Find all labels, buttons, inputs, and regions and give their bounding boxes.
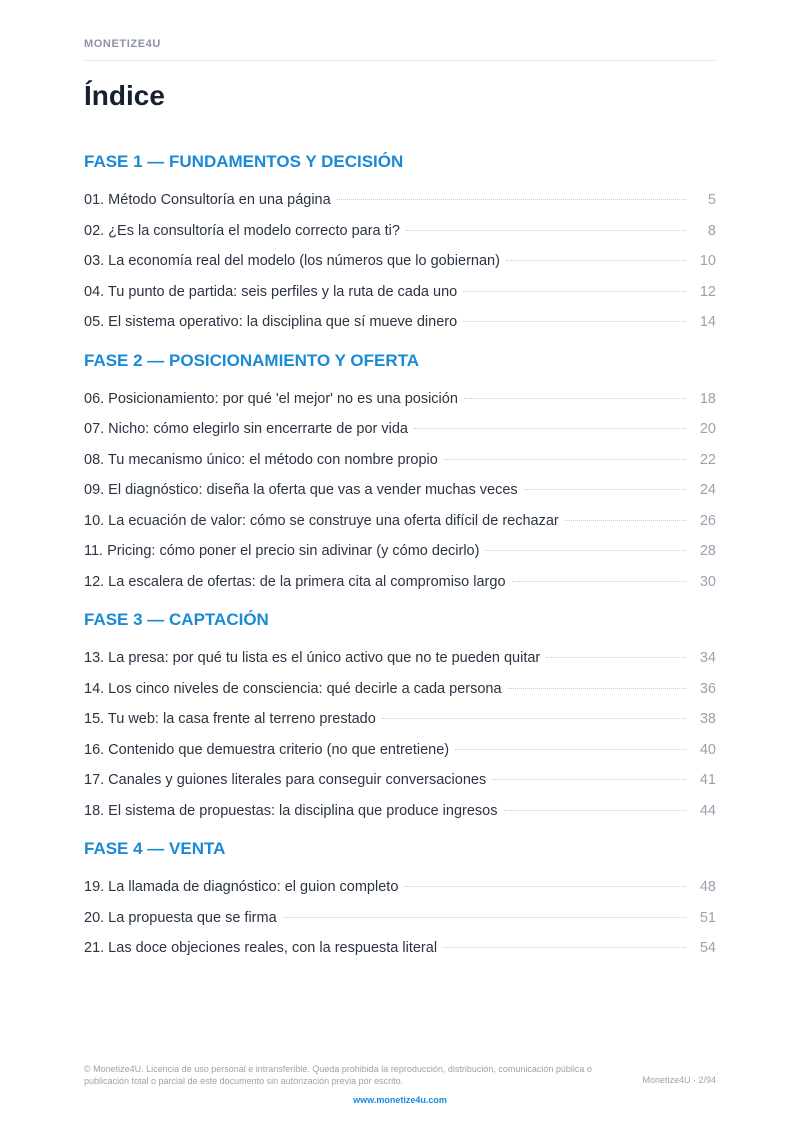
page-title: Índice bbox=[84, 80, 165, 111]
toc-entry-page-number: 5 bbox=[707, 192, 716, 208]
toc-entry-page-number: 12 bbox=[699, 283, 716, 300]
header-divider bbox=[84, 60, 716, 61]
toc-entry-title: 02. ¿Es la consultoría el modelo correcto para ti? bbox=[84, 222, 400, 239]
toc-entry-title: 08. Tu mecanismo único: el método con nombre propio bbox=[84, 451, 438, 468]
toc-entry[interactable] bbox=[84, 674, 716, 705]
toc-entry[interactable] bbox=[84, 185, 716, 216]
toc-entry-page-number: 10 bbox=[699, 253, 716, 269]
dot-leader bbox=[463, 321, 686, 322]
dot-leader bbox=[337, 199, 686, 200]
toc-entry[interactable] bbox=[84, 536, 716, 567]
toc-phase bbox=[84, 837, 716, 964]
toc-entry-page-number: 48 bbox=[699, 879, 716, 895]
phase-title: FASE 1 — FUNDAMENTOS Y DECISIÓN bbox=[84, 152, 404, 171]
toc-entry-title: 19. La llamada de diagnóstico: el guion completo bbox=[84, 879, 399, 895]
toc-entry-page-number: 24 bbox=[699, 482, 716, 498]
phase-title: FASE 4 — VENTA bbox=[84, 839, 226, 858]
toc-entry-page-number: 40 bbox=[699, 741, 716, 758]
brand-header: MONETIZE4U bbox=[84, 38, 161, 50]
toc-entry[interactable] bbox=[84, 475, 716, 506]
toc-entry-title: 10. La ecuación de valor: cómo se construye una oferta difícil de rechazar bbox=[84, 512, 559, 529]
footer-legal-notice: © Monetize4U. Licencia de uso personal e intransferible. Queda prohibida la reproducción, distribución, comunicación pública o publicación total o parcial de este documento sin autorización previa por escrito. bbox=[84, 1064, 592, 1086]
toc-entry-title: 03. La economía real del modelo (los números que lo gobiernan) bbox=[84, 253, 500, 269]
toc-entry[interactable] bbox=[84, 735, 716, 766]
dot-leader bbox=[404, 886, 686, 887]
toc-entry-page-number: 20 bbox=[699, 421, 716, 437]
toc-phase bbox=[84, 608, 716, 826]
dot-leader bbox=[382, 718, 686, 719]
dot-leader bbox=[512, 581, 686, 582]
toc-entry-title: 20. La propuesta que se firma bbox=[84, 909, 277, 926]
dot-leader bbox=[414, 428, 686, 429]
toc-entry-title: 13. La presa: por qué tu lista es el único activo que no te pueden quitar bbox=[84, 650, 541, 666]
toc-entry[interactable] bbox=[84, 765, 716, 796]
dot-leader bbox=[444, 459, 686, 460]
toc-entry-page-number: 51 bbox=[699, 909, 716, 926]
toc-entry-title: 01. Método Consultoría en una página bbox=[84, 192, 331, 208]
dot-leader bbox=[485, 550, 686, 551]
toc-entry[interactable] bbox=[84, 506, 716, 537]
toc-entry-page-number: 34 bbox=[699, 650, 716, 666]
dot-leader bbox=[492, 779, 686, 780]
dot-leader bbox=[464, 398, 686, 399]
phase-title: FASE 3 — CAPTACIÓN bbox=[84, 610, 269, 629]
toc-entry-title: 15. Tu web: la casa frente al terreno prestado bbox=[84, 711, 376, 727]
page-counter: Monetize4U · 2/94 bbox=[642, 1075, 716, 1085]
toc-entry-title: 06. Posicionamiento: por qué 'el mejor' no es una posición bbox=[84, 390, 458, 407]
toc-entry[interactable] bbox=[84, 933, 716, 964]
dot-leader bbox=[546, 657, 686, 658]
dot-leader bbox=[565, 520, 686, 521]
toc-entry-title: 16. Contenido que demuestra criterio (no que entretiene) bbox=[84, 741, 450, 758]
dot-leader bbox=[463, 291, 686, 292]
toc-entry-page-number: 8 bbox=[707, 222, 716, 239]
toc-entry-page-number: 54 bbox=[699, 940, 716, 956]
toc-entry-page-number: 36 bbox=[699, 680, 716, 697]
toc-entry-title: 04. Tu punto de partida: seis perfiles y la ruta de cada uno bbox=[84, 283, 458, 300]
toc-entry[interactable] bbox=[84, 384, 716, 415]
toc-entry-page-number: 44 bbox=[699, 802, 716, 819]
toc-entry-page-number: 22 bbox=[699, 451, 716, 468]
toc-entry-title: 09. El diagnóstico: diseña la oferta que vas a vender muchas veces bbox=[84, 482, 518, 498]
table-of-contents bbox=[84, 150, 716, 964]
toc-entry-title: 14. Los cinco niveles de consciencia: qué decirle a cada persona bbox=[84, 680, 502, 697]
toc-entry[interactable] bbox=[84, 903, 716, 934]
toc-entry-page-number: 26 bbox=[699, 512, 716, 529]
toc-entry-page-number: 14 bbox=[699, 314, 716, 330]
dot-leader bbox=[283, 917, 686, 918]
toc-entry[interactable] bbox=[84, 246, 716, 277]
toc-entry[interactable] bbox=[84, 796, 716, 827]
footer-website-link[interactable]: www.monetize4u.com bbox=[353, 1095, 447, 1105]
toc-entry-title: 21. Las doce objeciones reales, con la respuesta literal bbox=[84, 940, 438, 956]
toc-entry-page-number: 41 bbox=[699, 772, 716, 788]
dot-leader bbox=[455, 749, 686, 750]
phase-title: FASE 2 — POSICIONAMIENTO Y OFERTA bbox=[84, 350, 420, 370]
dot-leader bbox=[524, 489, 686, 490]
toc-entry[interactable] bbox=[84, 277, 716, 308]
toc-entry-page-number: 18 bbox=[699, 390, 716, 407]
toc-entry-page-number: 38 bbox=[699, 711, 716, 727]
dot-leader bbox=[506, 260, 686, 261]
toc-entry-title: 17. Canales y guiones literales para conseguir conversaciones bbox=[84, 772, 487, 788]
toc-entry[interactable] bbox=[84, 414, 716, 445]
toc-entry-title: 07. Nicho: cómo elegirlo sin encerrarte de por vida bbox=[84, 421, 408, 437]
toc-entry[interactable] bbox=[84, 445, 716, 476]
dot-leader bbox=[508, 688, 686, 689]
dot-leader bbox=[443, 947, 686, 948]
toc-entry[interactable] bbox=[84, 307, 716, 338]
toc-entry-page-number: 28 bbox=[699, 543, 716, 559]
toc-phase bbox=[84, 349, 716, 598]
toc-entry[interactable] bbox=[84, 872, 716, 903]
toc-entry[interactable] bbox=[84, 567, 716, 598]
toc-entry[interactable] bbox=[84, 643, 716, 674]
toc-entry-title: 05. El sistema operativo: la disciplina que sí mueve dinero bbox=[84, 314, 458, 330]
toc-entry-title: 12. La escalera de ofertas: de la primera cita al compromiso largo bbox=[84, 573, 506, 590]
toc-phase bbox=[84, 150, 716, 338]
toc-entry-title: 18. El sistema de propuestas: la disciplina que produce ingresos bbox=[84, 802, 498, 819]
toc-entry-page-number: 30 bbox=[699, 573, 716, 590]
dot-leader bbox=[406, 230, 686, 231]
toc-entry[interactable] bbox=[84, 704, 716, 735]
dot-leader bbox=[504, 810, 687, 811]
toc-entry-title: 11. Pricing: cómo poner el precio sin adivinar (y cómo decirlo) bbox=[84, 543, 480, 559]
toc-entry[interactable] bbox=[84, 216, 716, 247]
